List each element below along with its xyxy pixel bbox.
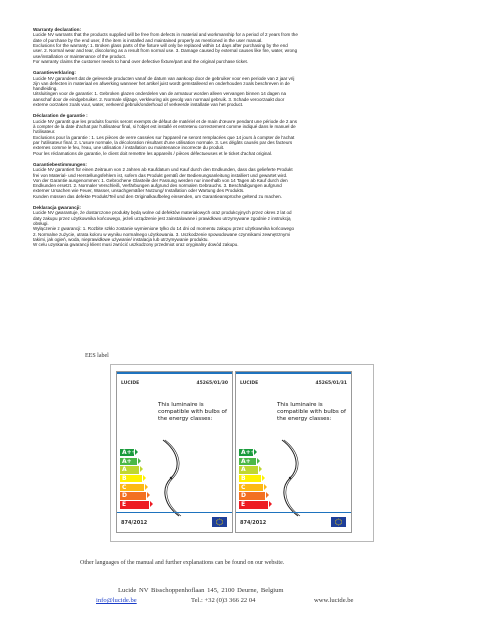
label-regulation: 874/2012 (121, 520, 148, 526)
section-line: l'utilisateur. (33, 129, 56, 135)
energy-label-1 (116, 371, 233, 533)
label-top-bar (236, 372, 351, 374)
label-product-code: 45265/01/31 (315, 381, 347, 386)
energy-label-2 (235, 371, 352, 533)
section-line: frei von Material- und Herstellungsfehlern ist, sofern das Produkt gemäß der Bedienungsanleitung installiert und gewartet wird. (33, 172, 288, 178)
label-product-code: 45265/01/30 (196, 381, 228, 386)
energy-class-bar: E (239, 501, 268, 508)
section-line: externes comme le feu, l'eau, une utilisation / installation ou maintenance incorrecte du produit. (33, 145, 225, 151)
label-message: This luminaire is compatible with bulbs of the energy classes: (277, 402, 346, 422)
ees-label-panel (110, 364, 374, 542)
warranty-section (33, 162, 453, 199)
section-heading: Deklaracja gwarancji: (33, 205, 81, 211)
energy-class-bar: D (120, 492, 146, 499)
energy-class-bar: C (239, 484, 263, 491)
energy-class-bar: B (120, 475, 142, 482)
section-heading: Garantiebestimmungen: (33, 161, 87, 167)
eu-flag-icon (212, 517, 227, 527)
energy-class-bar: B (239, 475, 261, 482)
footer-address: Lucide NV Bisschoppenhoflaan 145, 2100 Deurne, Belgium (118, 587, 284, 594)
footer-contact (96, 597, 396, 604)
energy-class-bar: A (239, 466, 258, 473)
section-line: Pour les réclamations de garantie, le client doit remettre les appareils / pièces défectueuses et le ticket d'achat original. (33, 150, 273, 156)
website-caption: Other languages of the manual and further explanations can be found on our website. (80, 560, 285, 566)
section-line: user. 2. Normal wear and tear, discoloring as a result from normal use. 3. Damage caused by external causes like fire, water, wrong (33, 48, 298, 54)
section-line: zijn van defecten in materiaal en afwerking wanneer het artikel juist wordt geïnstalleerd en onderhouden zoals beschreven in de (33, 80, 290, 86)
section-line: For warranty claims the customer needs to hand over defective fixture/part and the original purchase ticket. (33, 58, 249, 64)
section-line: Lucide NV warrants that the products supplied will be free from defects in material and workmanship for a period of 2 years from the (33, 32, 298, 38)
section-line: Lucide NV garandeert dat de geleverde producten vanaf de datum van aankoop door de gebruiker voor een periode van 2 jaar vrij (33, 75, 295, 81)
energy-class-bar: E (120, 501, 149, 508)
section-heading: Warranty declaration: (33, 27, 82, 32)
ees-label-title: EES label (85, 353, 109, 359)
footer-website[interactable]: www.lucide.be (314, 597, 354, 604)
section-line: Exclusions pour la garantie : 1. Les pièces de verre cassées sur l'appareil ne seront remplacées que 14 jours à compter de l'achat (33, 134, 295, 140)
energy-scale (120, 449, 149, 510)
section-line: Endkunden ersetzt. 2. Normaler Verschleiß, Verfärbungen aufgrund des normalen Gebrauchs. 3. Beschädigungen aufgrund (33, 183, 282, 189)
section-line: externer Ursachen wie Feuer, Wasser, unsachgemäßer Nutzung/ Installation oder Wartung des Produkts. (33, 188, 245, 194)
energy-class-bar: C (120, 484, 144, 491)
section-line: Kunden müssen das defekte Produkt/Teil und den Originalkaufbeleg einsenden, um Garantieansprüche geltend zu machen. (33, 193, 282, 199)
energy-class-bar: D (239, 492, 265, 499)
section-line: externe oorzaken zoals vuur, water, verkeerd gebruik/onderhoud of verkeerde installatie van het product. (33, 102, 244, 108)
warranty-section (33, 205, 453, 247)
warranty-section (33, 70, 453, 107)
energy-class-bar: A+ (239, 458, 256, 465)
lamp-bracket-icon (157, 438, 185, 518)
warranty-text (33, 27, 453, 254)
lamp-bracket-icon (276, 438, 304, 518)
section-line: à compter de la date d'achat par l'utilisateur final, si l'objet est installé et entretenu correctement comme indiqué dans le manuel de (33, 124, 296, 130)
warranty-section (33, 113, 453, 155)
section-line: date of purchase by the end user, if the item is installed and maintained properly as mentioned in the user manual. (33, 37, 263, 43)
section-line: daty zakupu przez użytkownika końcowego, jeżeli urządzenie jest zainstalowane i prawidłowo utrzymywane zgodnie z instrukcją (33, 215, 291, 221)
warranty-section (33, 27, 453, 64)
section-line: handleiding. (33, 86, 58, 92)
label-top-bar (117, 372, 232, 374)
energy-class-bar: A++ (241, 449, 256, 456)
section-heading: Garantieverklaring: (33, 70, 76, 76)
section-line: Wyłączenie z gwarancji: 1. Rozbite szkło zostanie wymienione tylko do 14 dni od momentu zakupu przez użytkownika końcowego (33, 226, 295, 232)
label-brand: LUCIDE (121, 381, 140, 386)
section-line: takimi, jak ogień, woda, nieprawidłowe używanie/ instalacja lub utrzymywanie produktu. (33, 236, 209, 242)
footer-email-link[interactable]: info@lucide.be (96, 597, 137, 604)
section-line: use/installation or maintenance of the product. (33, 53, 127, 59)
section-line: Exclusions for the warranty: 1. Broken glass parts of the fixture will only be replaced within 14 days after purchasing by the end (33, 43, 288, 48)
section-line: Uitsluitingen voor de garantie: 1. Gebroken glazen onderdelen van de armatuur worden alleen vervangen binnen 14 dagen na (33, 91, 287, 97)
label-bottom-line (117, 512, 232, 513)
eu-flag-icon (331, 517, 346, 527)
energy-class-bar: A (120, 466, 139, 473)
label-regulation: 874/2012 (240, 520, 267, 526)
section-line: 2. Normalne zużycie, utrata koloru w wyniku normalnego użytkowania. 3. Uszkodzenie spowodowane czynnikami zewnętrznymi (33, 231, 291, 237)
label-message: This luminaire is compatible with bulbs of the energy classes: (158, 402, 227, 422)
footer-phone: Tel.: +32 (0)3 366 22 04 (191, 597, 256, 604)
section-heading: Déclaration de garantie : (33, 113, 88, 119)
label-brand: LUCIDE (240, 381, 259, 386)
energy-class-bar: A+ (120, 458, 137, 465)
label-bottom-line (236, 512, 351, 513)
section-line: Lucide NV garantit que les produits fournis seront exempts de défaut de matériel et de main d'œuvre pendant une période de 2 ans (33, 118, 297, 124)
section-line: Lucide NV garantiert für einen Zeitraum von 2 Jahren ab Kaufdatum und Kauf durch den Endkunden, dass das gelieferte Produkt (33, 167, 293, 173)
section-line: W celu uzyskania gwarancji klient musi zwrócić uszkodzony przedmiot oraz oryginalny dowód zakupu. (33, 242, 239, 248)
section-line: Lucide NV gwarantuje, że dostarczone produkty będą wolne od defektów materiałowych oraz produkcyjnych przez okres 2 lat od (33, 210, 292, 216)
energy-class-bar: A++ (122, 449, 137, 456)
energy-scale (239, 449, 268, 510)
section-line: aanschaf door de eindgebruiker. 2. Normale slijtage, verkleuring als gevolg van normaal gebruik. 3. Schade veroorzaakt door (33, 96, 285, 102)
section-line: Von der Garantie ausgenommen: 1. Gebrochene Glasteile der Fassung werden nur innerhalb von 14 Tagen ab Kauf durch den (33, 177, 288, 183)
section-line: par l'utilisateur final. 2. L'usure normale, la décoloration résultant d'une utilisation normale. 3. Les dégâts causés par des facteurs (33, 139, 293, 145)
section-line: obsługi. (33, 221, 49, 227)
